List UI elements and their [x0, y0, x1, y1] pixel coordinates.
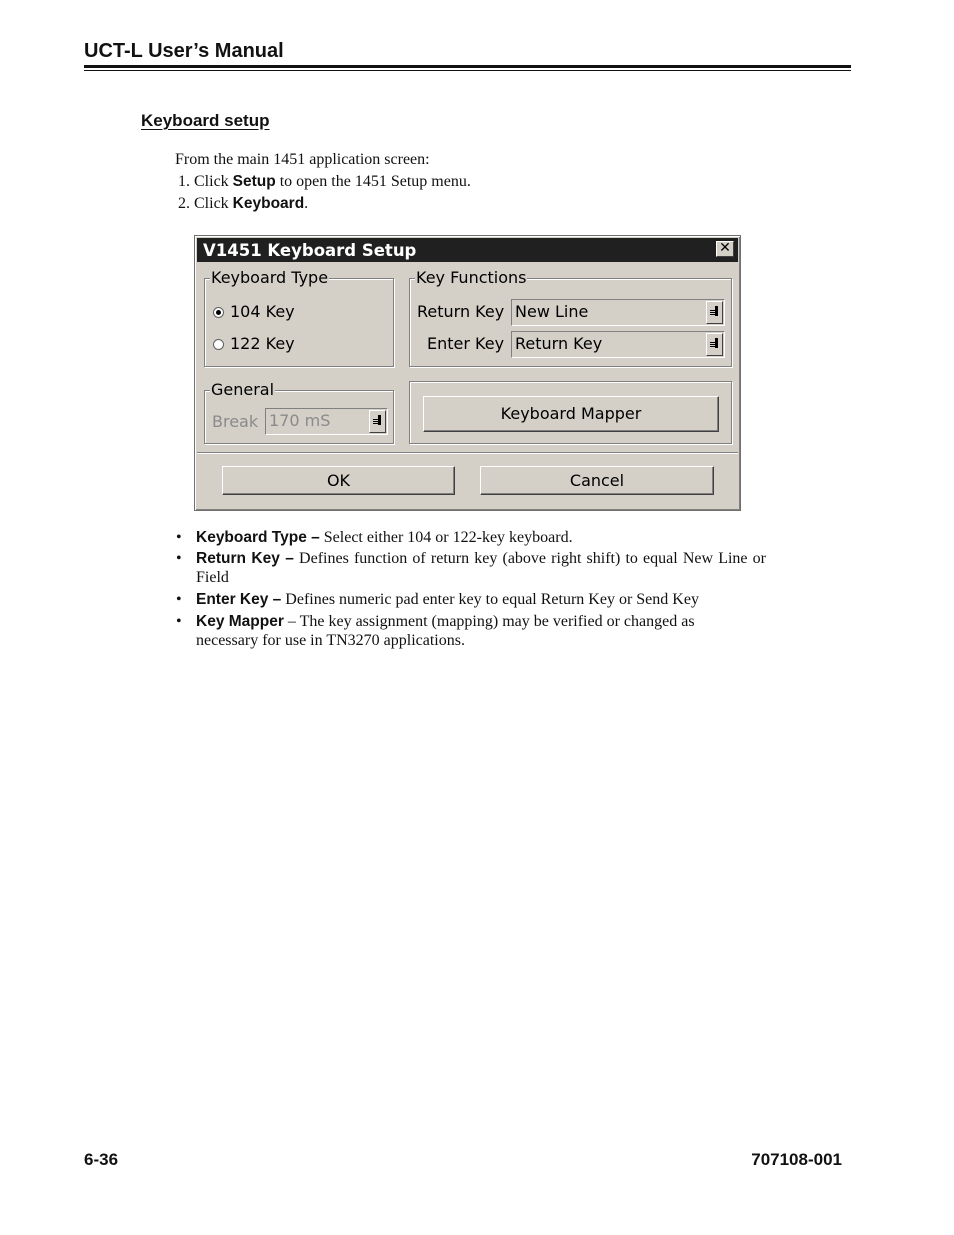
keyboard-type-group — [204, 268, 394, 367]
general-legend: General — [211, 380, 275, 399]
header-rule-thick — [84, 65, 851, 68]
mapper-group — [409, 381, 732, 444]
intro-line: From the main 1451 application screen: — [175, 151, 430, 168]
dialog-separator — [197, 452, 738, 454]
enter-key-combo[interactable] — [511, 331, 725, 358]
dialog-titlebar — [197, 238, 738, 262]
bullet-return-key — [196, 549, 766, 587]
bullet-term: Key Mapper — [196, 613, 284, 630]
return-key-label: Return Key — [417, 302, 505, 321]
key-functions-legend: Key Functions — [416, 268, 527, 287]
cancel-button[interactable]: Cancel — [480, 466, 714, 495]
return-key-combo[interactable] — [511, 299, 725, 326]
step-2-suffix: . — [304, 195, 309, 212]
radio-unchecked-icon — [213, 339, 224, 350]
enter-key-label: Enter Key — [427, 334, 505, 353]
document-number: 707108-001 — [751, 1150, 842, 1169]
bullet-description: – The key assignment (mapping) may be verified or changed as necessary for use in TN3270 applications. — [196, 613, 695, 649]
section-heading: Keyboard setup — [141, 111, 270, 130]
return-key-value: New Line — [515, 302, 589, 321]
radio-checked-icon — [213, 307, 224, 318]
close-icon: ✕ — [719, 240, 731, 256]
general-group — [204, 380, 394, 444]
break-value: 170 mS — [269, 411, 331, 430]
enter-key-value: Return Key — [515, 334, 603, 353]
dropdown-arrow-icon[interactable] — [706, 301, 723, 324]
break-label: Break — [212, 412, 259, 431]
bullet-description: Select either 104 or 122-key keyboard. — [319, 529, 573, 546]
keyboard-type-legend: Keyboard Type — [211, 268, 329, 287]
key-functions-group — [409, 268, 732, 367]
step-1 — [178, 173, 471, 191]
bullet-key-mapper — [196, 612, 741, 650]
keyboard-setup-dialog — [194, 235, 741, 511]
bullet-icon: • — [176, 591, 182, 608]
dropdown-arrow-icon[interactable] — [706, 333, 723, 356]
page-number: 6-36 — [84, 1150, 119, 1169]
step-2 — [178, 195, 308, 213]
ok-button[interactable]: OK — [222, 466, 455, 495]
step-1-suffix: to open the 1451 Setup menu. — [275, 173, 471, 190]
bullet-term: Return Key – — [196, 550, 294, 567]
step-2-prefix: 2. Click — [178, 195, 233, 212]
step-1-prefix: 1. Click — [178, 173, 233, 190]
step-2-bold: Keyboard — [232, 195, 305, 212]
bullet-icon: • — [176, 613, 182, 630]
dropdown-arrow-icon[interactable] — [369, 410, 386, 433]
radio-122-key-label: 122 Key — [230, 334, 295, 353]
bullet-description: Defines numeric pad enter key to equal Return Key or Send Key — [281, 591, 699, 608]
radio-104-key-label: 104 Key — [230, 302, 295, 321]
close-button[interactable] — [716, 241, 734, 257]
radio-122-key[interactable] — [213, 334, 295, 353]
radio-104-key[interactable] — [213, 302, 295, 321]
keyboard-mapper-button[interactable]: Keyboard Mapper — [423, 396, 719, 432]
bullet-term: Enter Key – — [196, 591, 282, 608]
bullet-keyboard-type — [196, 528, 766, 547]
bullet-icon: • — [176, 550, 182, 567]
bullet-icon: • — [176, 529, 182, 546]
bullet-enter-key — [196, 590, 766, 609]
bullet-description: Defines function of return key (above right shift) to equal New Line or Field — [196, 550, 766, 586]
break-combo[interactable] — [265, 408, 388, 435]
step-1-bold: Setup — [232, 173, 276, 190]
document-title: UCT-L User’s Manual — [84, 40, 284, 62]
header-rule-thin — [84, 70, 851, 71]
bullet-term: Keyboard Type – — [196, 529, 320, 546]
dialog-title: V1451 Keyboard Setup — [203, 241, 417, 260]
